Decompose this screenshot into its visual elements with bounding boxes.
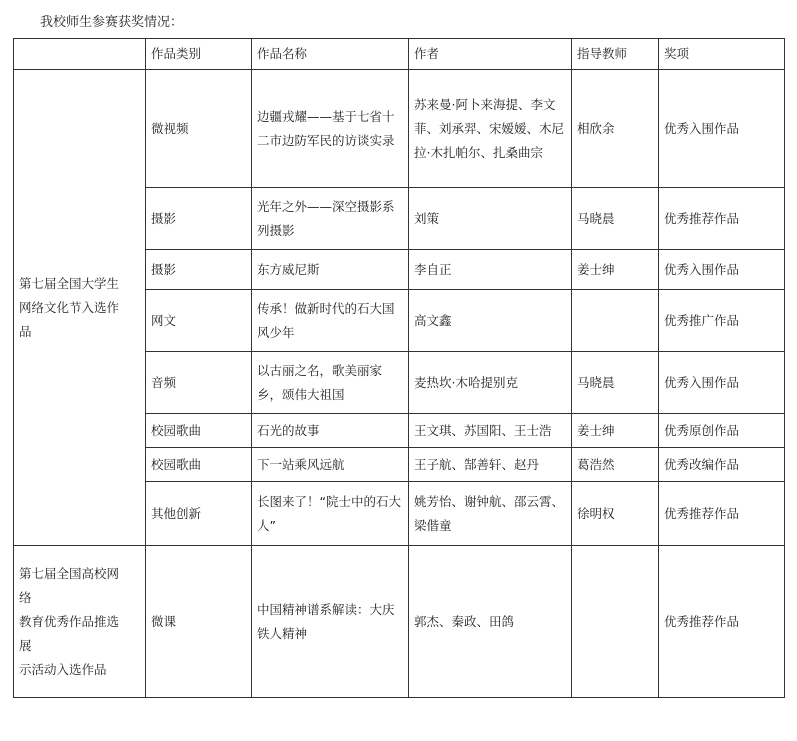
title-cell: 下一站乘风远航 — [252, 448, 409, 482]
category-cell: 校园歌曲 — [146, 448, 252, 482]
header-cell: 作品类别 — [146, 39, 252, 70]
teacher-cell: 姜士绅 — [572, 250, 659, 290]
category-cell: 音频 — [146, 352, 252, 414]
title-cell: 传承！做新时代的石大国风少年 — [252, 290, 409, 352]
intro-text: 我校师生参赛获奖情况： — [40, 15, 184, 30]
category-cell: 校园歌曲 — [146, 414, 252, 448]
award-cell: 优秀推荐作品 — [659, 188, 785, 250]
header-row — [14, 39, 785, 70]
teacher-cell — [572, 546, 659, 698]
header-cell: 奖项 — [659, 39, 785, 70]
table-row — [14, 70, 785, 188]
title-cell: 中国精神谱系解读：大庆铁人精神 — [252, 546, 409, 698]
category-cell: 网文 — [146, 290, 252, 352]
title-cell: 长图来了！“院士中的石大人” — [252, 482, 409, 546]
award-cell: 优秀改编作品 — [659, 448, 785, 482]
authors-cell: 高文鑫 — [409, 290, 572, 352]
title-cell: 光年之外——深空摄影系列摄影 — [252, 188, 409, 250]
header-cell: 指导教师 — [572, 39, 659, 70]
authors-cell: 李自正 — [409, 250, 572, 290]
table-row — [14, 546, 785, 698]
teacher-cell: 姜士绅 — [572, 414, 659, 448]
header-cell: 作品名称 — [252, 39, 409, 70]
teacher-cell: 相欣余 — [572, 70, 659, 188]
section-name-cell: 第七届全国大学生 网络文化节入选作 品 — [14, 70, 146, 546]
category-cell: 微视频 — [146, 70, 252, 188]
award-cell: 优秀入围作品 — [659, 352, 785, 414]
authors-cell: 苏来曼·阿卜来海提、李文菲、刘承羿、宋嫒嫒、木尼拉·木扎帕尔、扎桑曲宗 — [409, 70, 572, 188]
category-cell: 摄影 — [146, 250, 252, 290]
awards-table — [13, 38, 785, 698]
header-cell: 作者 — [409, 39, 572, 70]
award-cell: 优秀推荐作品 — [659, 482, 785, 546]
title-cell: 以古丽之名，歌美丽家乡，颂伟大祖国 — [252, 352, 409, 414]
award-cell: 优秀原创作品 — [659, 414, 785, 448]
category-cell: 其他创新 — [146, 482, 252, 546]
teacher-cell: 马晓晨 — [572, 352, 659, 414]
authors-cell: 麦热坎·木哈提别克 — [409, 352, 572, 414]
title-cell: 边疆戎耀——基于七省十二市边防军民的访谈实录 — [252, 70, 409, 188]
title-cell: 东方威尼斯 — [252, 250, 409, 290]
award-cell: 优秀推荐作品 — [659, 546, 785, 698]
authors-cell: 王文琪、苏国阳、王士浩 — [409, 414, 572, 448]
award-cell: 优秀入围作品 — [659, 70, 785, 188]
authors-cell: 姚芳怡、谢钟航、邵云霄、梁偕童 — [409, 482, 572, 546]
teacher-cell: 徐明权 — [572, 482, 659, 546]
teacher-cell — [572, 290, 659, 352]
authors-cell: 王子航、郜善轩、赵丹 — [409, 448, 572, 482]
award-cell: 优秀推广作品 — [659, 290, 785, 352]
teacher-cell: 葛浩然 — [572, 448, 659, 482]
header-cell — [14, 39, 146, 70]
authors-cell: 郭杰、秦政、田鸽 — [409, 546, 572, 698]
authors-cell: 刘策 — [409, 188, 572, 250]
category-cell: 微课 — [146, 546, 252, 698]
teacher-cell: 马晓晨 — [572, 188, 659, 250]
title-cell: 石光的故事 — [252, 414, 409, 448]
award-cell: 优秀入围作品 — [659, 250, 785, 290]
section-name-cell: 第七届全国高校网 络 教育优秀作品推选 展 示活动入选作品 — [14, 546, 146, 698]
category-cell: 摄影 — [146, 188, 252, 250]
